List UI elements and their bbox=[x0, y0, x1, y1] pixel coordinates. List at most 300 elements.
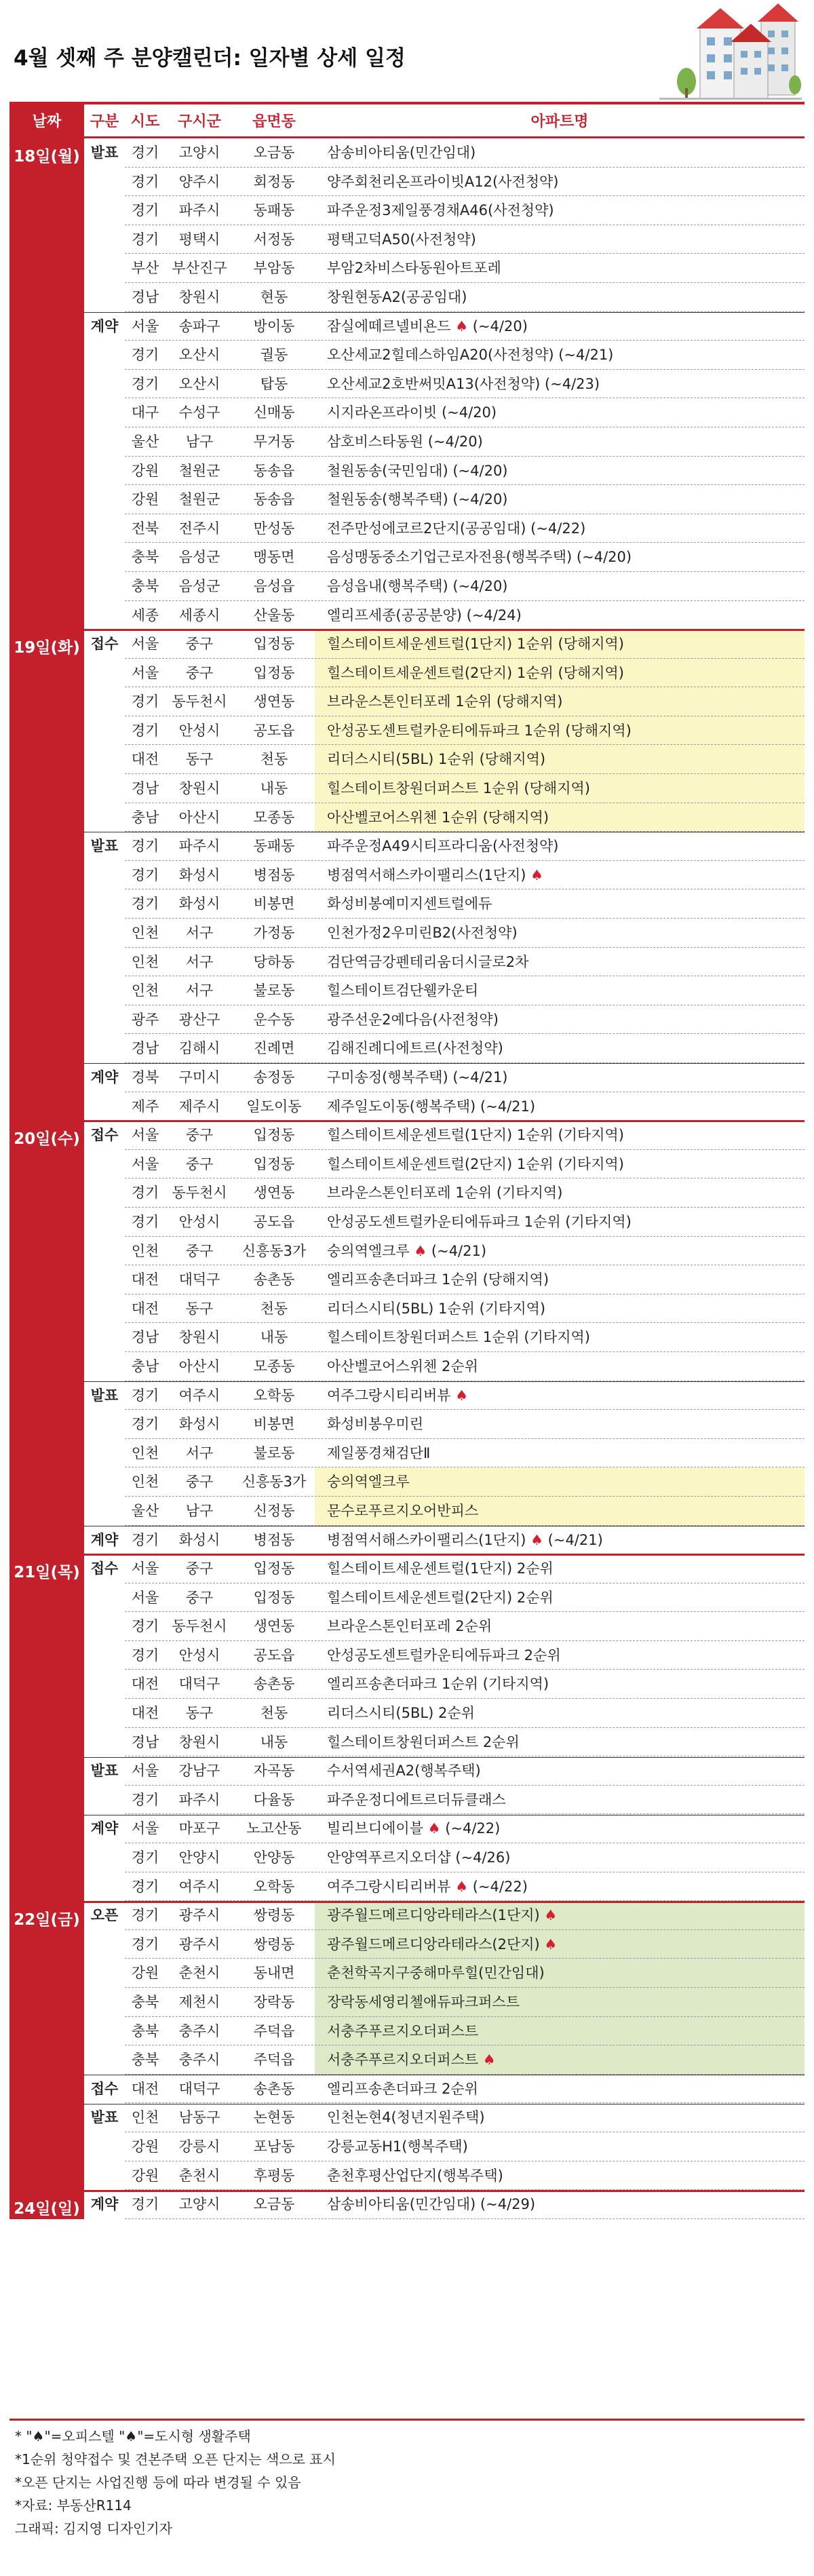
apartment-name: 광주선운2예다음(사전청약) bbox=[327, 1011, 499, 1028]
district-cell: 신정동 bbox=[253, 1502, 295, 1519]
apartment-name: 안성공도센트럴카운티에듀파크 2순위 bbox=[327, 1647, 561, 1664]
province-cell: 인천 bbox=[131, 925, 159, 942]
spade-icon: ♠ bbox=[539, 1907, 558, 1924]
type-cell bbox=[84, 1959, 125, 1988]
apartment-cell bbox=[315, 1381, 805, 1410]
apartment-cell bbox=[315, 1150, 805, 1179]
apartment-cell bbox=[315, 687, 805, 716]
apartment-name: 시지라온프라이빗 bbox=[327, 404, 438, 421]
province-cell: 서울 bbox=[131, 636, 159, 653]
apartment-cell bbox=[315, 1756, 805, 1786]
type-cell bbox=[84, 1930, 125, 1959]
type-cell bbox=[84, 341, 125, 370]
table-row bbox=[9, 168, 805, 197]
city-cell: 마포구 bbox=[178, 1820, 220, 1837]
footnote-line: 그래픽: 김지영 디자인기자 bbox=[15, 2520, 172, 2537]
apartment-cell bbox=[315, 2161, 805, 2191]
apartment-cell bbox=[315, 1294, 805, 1324]
apartment-cell bbox=[315, 225, 805, 254]
table-row bbox=[9, 1034, 805, 1063]
apartment-name: 엘리프송촌더파크 1순위 (기타지역) bbox=[327, 1676, 549, 1693]
apartment-cell bbox=[315, 138, 805, 168]
district-cell: 입정동 bbox=[253, 1589, 295, 1606]
district-cell: 만성동 bbox=[253, 520, 295, 537]
district-cell: 동송읍 bbox=[253, 491, 295, 508]
district-cell: 병점동 bbox=[253, 1531, 295, 1548]
type-cell: 발표 bbox=[90, 145, 119, 161]
province-cell: 경기 bbox=[131, 866, 159, 883]
city-cell: 파주시 bbox=[178, 202, 220, 219]
table-row bbox=[9, 1410, 805, 1439]
type-cell bbox=[84, 889, 125, 919]
type-cell bbox=[84, 774, 125, 803]
title-text: 4월 셋째 주 분양캘린더: 일자별 상세 일정 bbox=[14, 45, 406, 71]
apartment-cell bbox=[315, 861, 805, 890]
apartment-name: 힐스테이트세운센트럴(2단지) 1순위 (당해지역) bbox=[327, 664, 624, 681]
contract-period: (~4/20) bbox=[448, 577, 508, 594]
province-cell: 대구 bbox=[131, 404, 159, 421]
district-cell: 오금동 bbox=[253, 145, 295, 161]
province-cell: 인천 bbox=[131, 1444, 159, 1461]
apartment-cell bbox=[315, 1208, 805, 1237]
footnote-line: *1순위 청약접수 및 견본주택 오픈 단지는 색으로 표시 bbox=[15, 2451, 336, 2467]
province-cell: 경남 bbox=[131, 1733, 159, 1750]
city-cell: 강릉시 bbox=[178, 2138, 220, 2155]
province-cell: 인천 bbox=[131, 2109, 159, 2126]
city-cell: 서구 bbox=[185, 925, 214, 942]
apartment-name: 파주운정3제일풍경채A46(사전청약) bbox=[327, 202, 554, 219]
apartment-cell bbox=[315, 1439, 805, 1468]
district-cell: 비봉면 bbox=[253, 896, 295, 912]
city-cell: 아산시 bbox=[178, 1358, 220, 1374]
type-cell bbox=[84, 1728, 125, 1757]
district-cell: 쌍령동 bbox=[253, 1936, 295, 1953]
table-row bbox=[9, 1612, 805, 1641]
city-cell: 화성시 bbox=[178, 866, 220, 883]
district-cell: 현동 bbox=[260, 288, 288, 305]
district-cell: 쌍령동 bbox=[253, 1907, 295, 1924]
table-row bbox=[9, 196, 805, 225]
apartment-cell bbox=[315, 630, 805, 659]
district-cell: 송촌동 bbox=[253, 2080, 295, 2097]
table-row bbox=[9, 1121, 805, 1150]
district-cell: 일도이동 bbox=[246, 1098, 302, 1115]
apartment-name: 병점역서해스카이팰리스(1단지) bbox=[327, 1531, 526, 1548]
apartment-cell bbox=[315, 1410, 805, 1439]
district-cell: 주덕읍 bbox=[253, 2022, 295, 2039]
province-cell: 경남 bbox=[131, 1040, 159, 1057]
city-cell: 중구 bbox=[185, 1155, 214, 1172]
table-row bbox=[9, 2017, 805, 2046]
table-row bbox=[9, 1756, 805, 1786]
city-cell: 중구 bbox=[185, 1560, 214, 1577]
district-cell: 병점동 bbox=[253, 866, 295, 883]
city-cell: 고양시 bbox=[178, 145, 220, 161]
table-row bbox=[9, 225, 805, 254]
district-cell: 포남동 bbox=[253, 2138, 295, 2155]
apartment-cell bbox=[315, 572, 805, 601]
apartment-name: 인천가정2우미린B2(사전청약) bbox=[327, 925, 518, 942]
city-cell: 고양시 bbox=[178, 2196, 220, 2213]
type-cell bbox=[84, 1497, 125, 1526]
province-cell: 경기 bbox=[131, 2196, 159, 2213]
district-cell: 공도읍 bbox=[253, 722, 295, 739]
table-row bbox=[9, 659, 805, 688]
type-cell bbox=[84, 1150, 125, 1179]
day-separator bbox=[9, 2190, 805, 2192]
contract-period: (~4/21) bbox=[554, 347, 614, 364]
apartment-name: 빌리브디에이블 bbox=[327, 1820, 424, 1837]
province-cell: 대전 bbox=[131, 1300, 159, 1317]
district-cell: 산울동 bbox=[253, 607, 295, 623]
apartment-name: 철원동송(국민임대) bbox=[327, 462, 448, 479]
apartment-name: 삼송비아티움(민간임대) bbox=[327, 145, 476, 161]
district-cell: 공도읍 bbox=[253, 1213, 295, 1230]
apartment-cell bbox=[315, 716, 805, 746]
table-row bbox=[9, 457, 805, 486]
apartment-name: 음성맹동중소기업근로자전용(행복주택) bbox=[327, 549, 573, 566]
apartment-cell bbox=[315, 2045, 805, 2075]
table-row bbox=[9, 919, 805, 948]
city-cell: 충주시 bbox=[178, 2052, 220, 2069]
apartment-cell bbox=[315, 1497, 805, 1526]
day-separator bbox=[9, 629, 805, 631]
contract-period: (~4/20) bbox=[468, 318, 528, 334]
header-city: 구시군 bbox=[178, 113, 221, 130]
type-cell bbox=[84, 398, 125, 427]
type-cell bbox=[84, 1005, 125, 1035]
table-row bbox=[9, 485, 805, 514]
city-cell: 안성시 bbox=[178, 722, 220, 739]
table-row bbox=[9, 341, 805, 370]
apartment-cell bbox=[315, 485, 805, 514]
type-cell bbox=[84, 1670, 125, 1699]
spade-icon: ♠ bbox=[409, 1242, 427, 1259]
province-cell: 서울 bbox=[131, 1155, 159, 1172]
apartment-name: 브라운스톤인터포레 1순위 (기타지역) bbox=[327, 1185, 563, 1202]
type-cell bbox=[84, 2045, 125, 2075]
province-cell: 대전 bbox=[131, 751, 159, 768]
type-cell bbox=[84, 919, 125, 948]
spade-icon: ♠ bbox=[450, 1387, 469, 1404]
table-row bbox=[9, 1352, 805, 1381]
city-cell: 춘천시 bbox=[178, 2167, 220, 2184]
table-row bbox=[9, 601, 805, 630]
province-cell: 경기 bbox=[131, 1849, 159, 1866]
province-cell: 강원 bbox=[131, 462, 159, 479]
province-cell: 강원 bbox=[131, 2138, 159, 2155]
type-cell: 계약 bbox=[90, 1069, 119, 1085]
table-row bbox=[9, 1699, 805, 1728]
apartment-cell bbox=[315, 2017, 805, 2046]
table-bottom-rule bbox=[9, 2419, 805, 2421]
district-cell: 무거동 bbox=[253, 433, 295, 450]
type-cell: 접수 bbox=[90, 1560, 119, 1577]
district-cell: 안양동 bbox=[253, 1849, 295, 1866]
type-cell: 접수 bbox=[90, 2080, 119, 2097]
apartment-name: 삼송비아티움(민간임대) bbox=[327, 2196, 476, 2213]
apartment-name: 서충주푸르지오더퍼스트 bbox=[327, 2022, 479, 2039]
province-cell: 부산 bbox=[131, 260, 159, 277]
apartment-name: 춘천후평산업단지(행복주택) bbox=[327, 2167, 503, 2184]
header-day: 날짜 bbox=[9, 104, 84, 136]
table-row bbox=[9, 1872, 805, 1902]
type-separator bbox=[84, 1381, 805, 1382]
province-cell: 경남 bbox=[131, 780, 159, 797]
table-row bbox=[9, 1063, 805, 1092]
district-cell: 노고산동 bbox=[246, 1820, 302, 1837]
province-cell: 경기 bbox=[131, 231, 159, 248]
district-cell: 신매동 bbox=[253, 404, 295, 421]
spade-icon: ♠ bbox=[450, 1878, 469, 1895]
table-row bbox=[9, 1294, 805, 1324]
province-cell: 인천 bbox=[131, 1242, 159, 1259]
apartment-name: 안양역푸르지오더샵 bbox=[327, 1849, 451, 1866]
header-type: 구분 bbox=[90, 113, 119, 130]
city-cell: 철원군 bbox=[178, 491, 220, 508]
city-cell: 여주시 bbox=[178, 1878, 220, 1895]
table-row bbox=[9, 1005, 805, 1035]
type-cell bbox=[84, 687, 125, 716]
table-row bbox=[9, 312, 805, 341]
apartment-name: 오산세교2호반써밋A13(사전청약) bbox=[327, 375, 541, 392]
district-cell: 불로동 bbox=[253, 982, 295, 999]
city-cell: 중구 bbox=[185, 1474, 214, 1491]
table-row bbox=[9, 2103, 805, 2132]
type-cell bbox=[84, 1786, 125, 1815]
district-cell: 동내면 bbox=[253, 1965, 295, 1982]
apartment-cell bbox=[315, 427, 805, 457]
type-cell bbox=[84, 1237, 125, 1266]
table-row bbox=[9, 1526, 805, 1555]
city-cell: 화성시 bbox=[178, 1531, 220, 1548]
apartment-cell bbox=[315, 2103, 805, 2132]
apartment-name: 힐스테이트세운센트럴(2단지) 1순위 (기타지역) bbox=[327, 1155, 624, 1172]
apartment-name: 전주만성에코르2단지(공공임대) bbox=[327, 520, 526, 537]
type-cell bbox=[84, 1323, 125, 1352]
apartment-name: 여주그랑시티리버뷰 bbox=[327, 1387, 451, 1404]
apartment-name: 엘리프송촌더파크 2순위 bbox=[327, 2080, 478, 2097]
district-cell: 주덕읍 bbox=[253, 2052, 295, 2069]
province-cell: 전북 bbox=[131, 520, 159, 537]
apartment-cell bbox=[315, 196, 805, 225]
province-cell: 경기 bbox=[131, 896, 159, 912]
apartment-name: 문수로푸르지오어반피스 bbox=[327, 1502, 479, 1519]
province-cell: 대전 bbox=[131, 2080, 159, 2097]
district-cell: 송정동 bbox=[253, 1069, 295, 1085]
district-cell: 부암동 bbox=[253, 260, 295, 277]
contract-period: (~4/22) bbox=[526, 520, 586, 537]
city-cell: 화성시 bbox=[178, 896, 220, 912]
district-cell: 비봉면 bbox=[253, 1416, 295, 1433]
city-cell: 동구 bbox=[185, 1300, 214, 1317]
table-row bbox=[9, 370, 805, 399]
type-cell bbox=[84, 457, 125, 486]
table-row bbox=[9, 1901, 805, 1930]
city-cell: 창원시 bbox=[178, 1329, 220, 1346]
apartment-cell bbox=[315, 1063, 805, 1092]
table-row bbox=[9, 2132, 805, 2161]
table-row bbox=[9, 1641, 805, 1670]
footnote-line: *오픈 단지는 사업진행 등에 따라 변경될 수 있음 bbox=[15, 2474, 301, 2491]
apartment-name: 아산벨코어스위첸 1순위 (당해지역) bbox=[327, 809, 549, 826]
type-cell bbox=[84, 485, 125, 514]
province-cell: 경북 bbox=[131, 1069, 159, 1085]
type-cell bbox=[84, 1410, 125, 1439]
apartment-cell bbox=[315, 168, 805, 197]
apartment-cell bbox=[315, 2190, 805, 2219]
apartment-cell bbox=[315, 1034, 805, 1063]
city-cell: 중구 bbox=[185, 664, 214, 681]
district-cell: 불로동 bbox=[253, 1444, 295, 1461]
province-cell: 울산 bbox=[131, 433, 159, 450]
province-cell: 충북 bbox=[131, 2022, 159, 2039]
type-cell: 발표 bbox=[90, 838, 119, 855]
apartment-name: 음성읍내(행복주택) bbox=[327, 577, 448, 594]
type-cell: 발표 bbox=[90, 1387, 119, 1404]
province-cell: 대전 bbox=[131, 1676, 159, 1693]
type-cell: 접수 bbox=[90, 636, 119, 653]
day-label: 20일(수) bbox=[9, 1121, 84, 1554]
apartment-name: 화성비봉우미린 bbox=[327, 1416, 424, 1433]
city-cell: 안성시 bbox=[178, 1647, 220, 1664]
apartment-cell bbox=[315, 1843, 805, 1872]
apartment-name: 브라운스톤인터포레 2순위 bbox=[327, 1618, 492, 1635]
table-row bbox=[9, 254, 805, 283]
apartment-cell bbox=[315, 832, 805, 861]
district-cell: 동송읍 bbox=[253, 462, 295, 479]
district-cell: 맹동면 bbox=[253, 549, 295, 566]
header-prov: 시도 bbox=[130, 113, 160, 130]
city-cell: 동두천시 bbox=[172, 1618, 227, 1635]
contract-period: (~4/23) bbox=[540, 375, 600, 392]
type-cell bbox=[84, 514, 125, 543]
day-separator bbox=[9, 1120, 805, 1122]
city-cell: 구미시 bbox=[178, 1069, 220, 1085]
city-cell: 오산시 bbox=[178, 347, 220, 364]
table-header bbox=[9, 102, 805, 138]
type-cell bbox=[84, 1641, 125, 1670]
table-row bbox=[9, 1988, 805, 2017]
type-cell bbox=[84, 1583, 125, 1613]
city-cell: 음성군 bbox=[178, 549, 220, 566]
city-cell: 화성시 bbox=[178, 1416, 220, 1433]
apartment-cell bbox=[315, 341, 805, 370]
apartment-cell bbox=[315, 1728, 805, 1757]
apartment-cell bbox=[315, 1554, 805, 1583]
table-row bbox=[9, 1930, 805, 1959]
row-divider bbox=[125, 2218, 805, 2219]
table-row bbox=[9, 1439, 805, 1468]
apartment-name: 잠실에떼르넬비욘드 bbox=[327, 318, 451, 334]
apartment-name: 안성공도센트럴카운티에듀파크 1순위 (당해지역) bbox=[327, 722, 632, 739]
apartment-cell bbox=[315, 948, 805, 977]
buildings-illustration bbox=[659, 0, 802, 102]
province-cell: 인천 bbox=[131, 953, 159, 970]
type-cell bbox=[84, 1439, 125, 1468]
district-cell: 신흥동3가 bbox=[241, 1242, 307, 1259]
type-cell bbox=[84, 254, 125, 283]
apartment-cell bbox=[315, 1959, 805, 1988]
apartment-cell bbox=[315, 1237, 805, 1266]
district-cell: 내동 bbox=[260, 1733, 288, 1750]
district-cell: 내동 bbox=[260, 1329, 288, 1346]
apartment-cell bbox=[315, 1526, 805, 1555]
type-cell: 계약 bbox=[90, 1820, 119, 1837]
apartment-name: 검단역금강펜테리움더시글로2차 bbox=[327, 953, 529, 970]
district-cell: 내동 bbox=[260, 780, 288, 797]
district-cell: 당하동 bbox=[253, 953, 295, 970]
type-cell bbox=[84, 1208, 125, 1237]
contract-period: (~4/21) bbox=[448, 1069, 508, 1085]
type-cell bbox=[84, 2017, 125, 2046]
district-cell: 운수동 bbox=[253, 1011, 295, 1028]
province-cell: 경기 bbox=[131, 1907, 159, 1924]
apartment-name: 구미송정(행복주택) bbox=[327, 1069, 448, 1085]
province-cell: 서울 bbox=[131, 1763, 159, 1780]
city-cell: 중구 bbox=[185, 636, 214, 653]
district-cell: 다율동 bbox=[253, 1791, 295, 1808]
apartment-name: 엘리프송촌더파크 1순위 (당해지역) bbox=[327, 1271, 549, 1288]
apartment-name: 부암2차비스타동원아트포레 bbox=[327, 260, 501, 277]
city-cell: 아산시 bbox=[178, 809, 220, 826]
province-cell: 인천 bbox=[131, 982, 159, 999]
province-cell: 울산 bbox=[131, 1502, 159, 1519]
apartment-name: 리더스시티(5BL) 1순위 (기타지역) bbox=[327, 1300, 546, 1317]
contract-period: (~4/20) bbox=[572, 549, 632, 566]
district-cell: 입정동 bbox=[253, 1127, 295, 1144]
apartment-name: 강릉교동H1(행복주택) bbox=[327, 2138, 468, 2155]
city-cell: 동두천시 bbox=[172, 1185, 227, 1202]
city-cell: 서구 bbox=[185, 982, 214, 999]
district-cell: 공도읍 bbox=[253, 1647, 295, 1664]
type-separator bbox=[84, 312, 805, 313]
province-cell: 대전 bbox=[131, 1271, 159, 1288]
province-cell: 충북 bbox=[131, 1994, 159, 2010]
district-cell: 오학동 bbox=[253, 1878, 295, 1895]
table-row bbox=[9, 2045, 805, 2075]
district-cell: 장락동 bbox=[253, 1994, 295, 2010]
district-cell: 생연동 bbox=[253, 693, 295, 710]
table-row bbox=[9, 1323, 805, 1352]
apartment-name: 제주일도이동(행복주택) bbox=[327, 1098, 476, 1115]
table-row bbox=[9, 1150, 805, 1179]
province-cell: 강원 bbox=[131, 1965, 159, 1982]
district-cell: 입정동 bbox=[253, 664, 295, 681]
city-cell: 양주시 bbox=[178, 173, 220, 190]
apartment-name: 힐스테이트검단웰카운티 bbox=[327, 982, 479, 999]
apartment-cell bbox=[315, 1467, 805, 1497]
apartment-name: 수서역세권A2(행복주택) bbox=[327, 1763, 481, 1780]
type-cell bbox=[84, 1872, 125, 1902]
city-cell: 창원시 bbox=[178, 1733, 220, 1750]
province-cell: 서울 bbox=[131, 1589, 159, 1606]
district-cell: 모종동 bbox=[253, 809, 295, 826]
city-cell: 창원시 bbox=[178, 288, 220, 305]
contract-period: (~4/26) bbox=[450, 1849, 511, 1866]
province-cell: 경기 bbox=[131, 1618, 159, 1635]
table-row bbox=[9, 1583, 805, 1613]
city-cell: 평택시 bbox=[178, 231, 220, 248]
table-row bbox=[9, 2190, 805, 2219]
province-cell: 경기 bbox=[131, 1791, 159, 1808]
province-cell: 서울 bbox=[131, 664, 159, 681]
district-cell: 입정동 bbox=[253, 1560, 295, 1577]
district-cell: 생연동 bbox=[253, 1185, 295, 1202]
apartment-cell bbox=[315, 1005, 805, 1035]
city-cell: 안양시 bbox=[178, 1849, 220, 1866]
contract-period: (~4/20) bbox=[423, 433, 483, 450]
